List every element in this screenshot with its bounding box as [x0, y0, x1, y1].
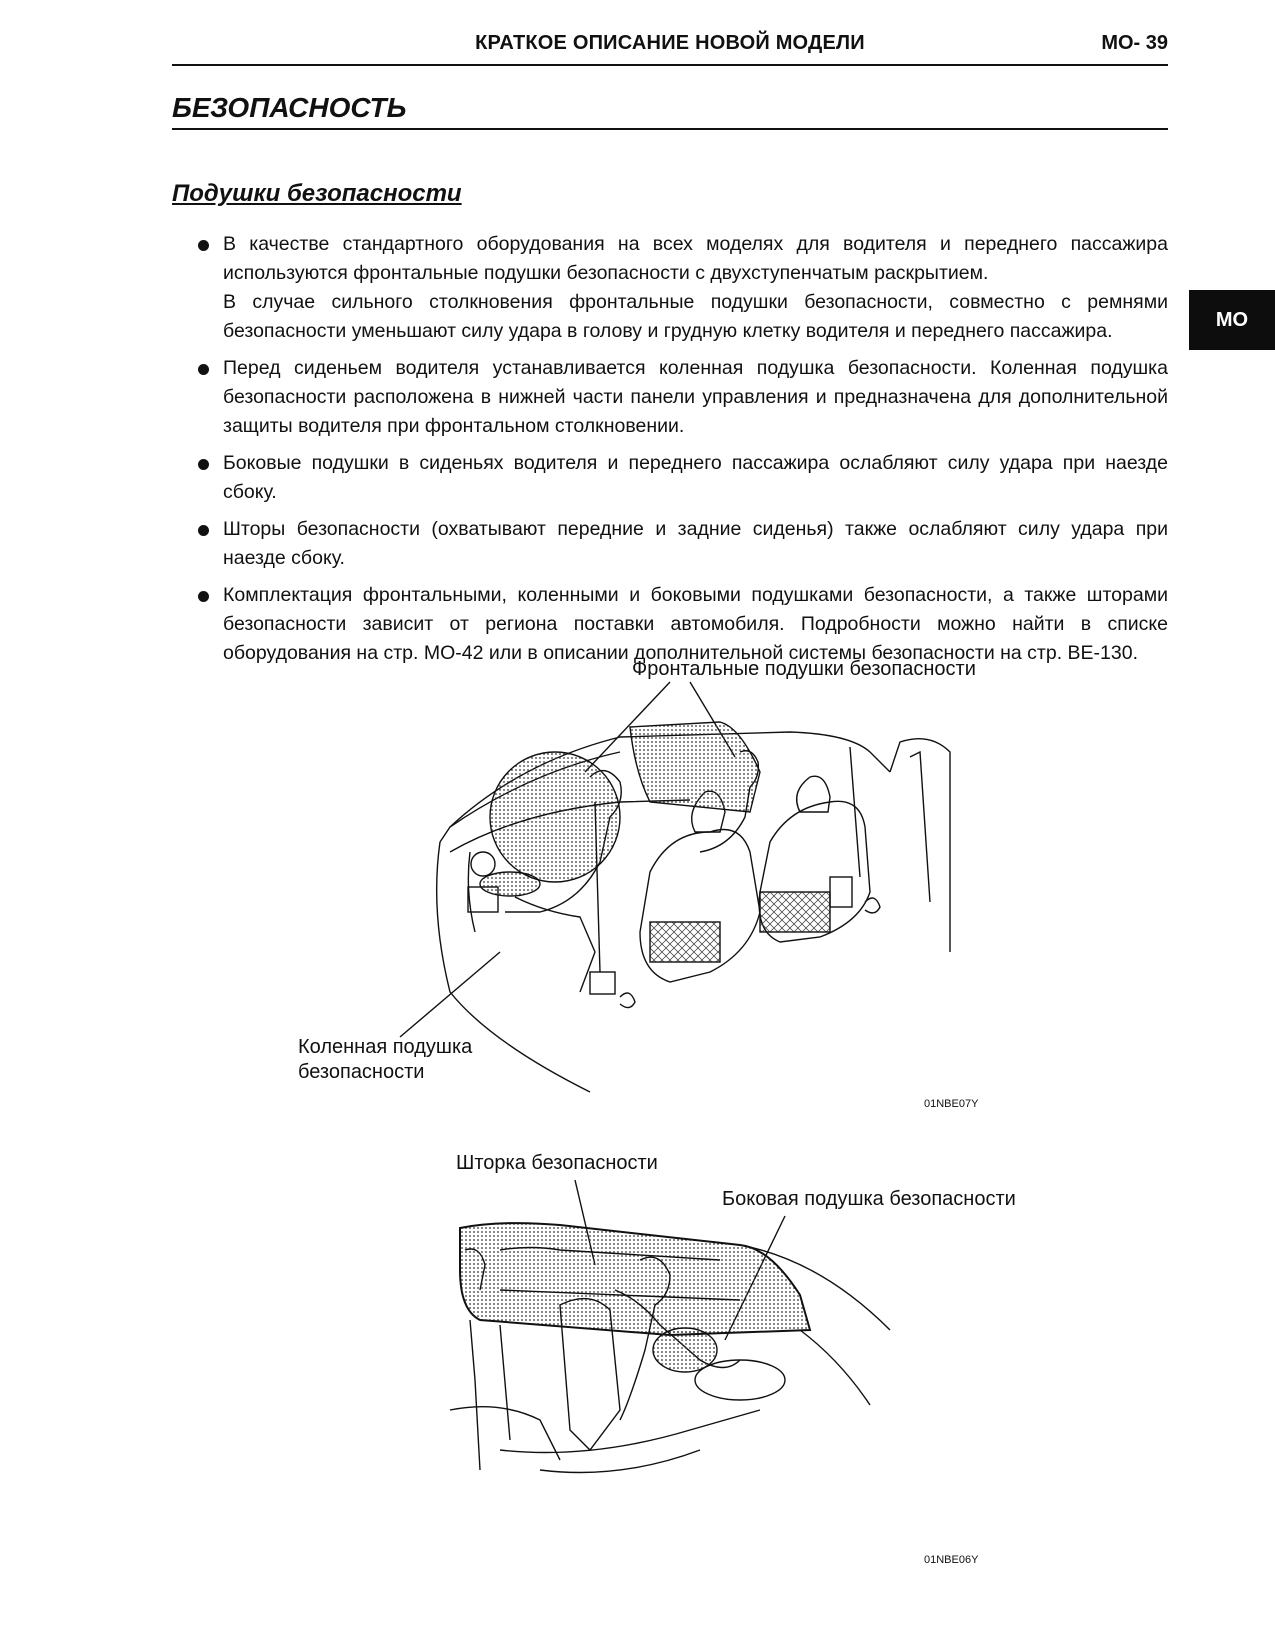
bullet-icon [198, 459, 209, 470]
subsection-title: Подушки безопасности [172, 180, 462, 207]
bullet-icon [198, 591, 209, 602]
list-item [196, 449, 1168, 507]
label-curtain-airbag: Шторка безопасности [456, 1152, 658, 1174]
page-number: MO- 39 [1101, 32, 1168, 54]
figure-side-airbags [440, 1150, 1030, 1570]
side-airbag-illustration [440, 1150, 1030, 1570]
paragraph: В качестве стандартного оборудования на всех моделях для водителя и переднего пассажира используются фронтальные подушки безопасности с двухступенчатым раскрытием. [223, 233, 1168, 284]
figure-code: 01NBE07Y [924, 1098, 979, 1110]
paragraph: Комплектация фронтальными, коленными и боковыми подушками безопасности, а также шторами безопасности зависит от региона поставки автомобиля. Подробности можно найти в списке оборудования на стр. MO-42 или в описании дополнительной системы безопасности на стр. BE-130. [223, 584, 1168, 664]
list-item [196, 230, 1168, 346]
side-tab: MO [1189, 290, 1275, 350]
paragraph: В случае сильного столкновения фронтальные подушки безопасности, совместно с ремнями безопасности уменьшают силу удара в голову и грудную клетку водителя и переднего пассажира. [223, 291, 1168, 342]
bullet-icon [198, 364, 209, 375]
bullet-icon [198, 525, 209, 536]
figure-frontal-airbags [290, 652, 990, 1122]
section-title: БЕЗОПАСНОСТЬ [172, 92, 1168, 130]
page-header [172, 30, 1168, 66]
label-side-airbag: Боковая подушка безопасности [722, 1188, 1016, 1210]
list-item [196, 354, 1168, 441]
paragraph: Боковые подушки в сиденьях водителя и переднего пассажира ослабляют силу удара при наезде сбоку. [223, 452, 1168, 503]
paragraph: Шторы безопасности (охватывают передние и задние сиденья) также ослабляют силу удара при наезде сбоку. [223, 518, 1168, 569]
list-item [196, 515, 1168, 573]
label-frontal-airbags: Фронтальные подушки безопасности [632, 658, 976, 680]
bullet-list [196, 230, 1168, 676]
label-knee-airbag-line1: Коленная подушка [298, 1036, 473, 1058]
figure-code: 01NBE06Y [924, 1554, 979, 1566]
label-knee-airbag-line2: безопасности [298, 1061, 425, 1083]
paragraph: Перед сиденьем водителя устанавливается коленная подушка безопасности. Коленная подушка безопасности расположена в нижней части панели управления и предназначена для дополнительной защиты водителя при фронтальном столкновении. [223, 357, 1168, 437]
header-title: КРАТКОЕ ОПИСАНИЕ НОВОЙ МОДЕЛИ [475, 32, 865, 54]
bullet-icon [198, 240, 209, 251]
